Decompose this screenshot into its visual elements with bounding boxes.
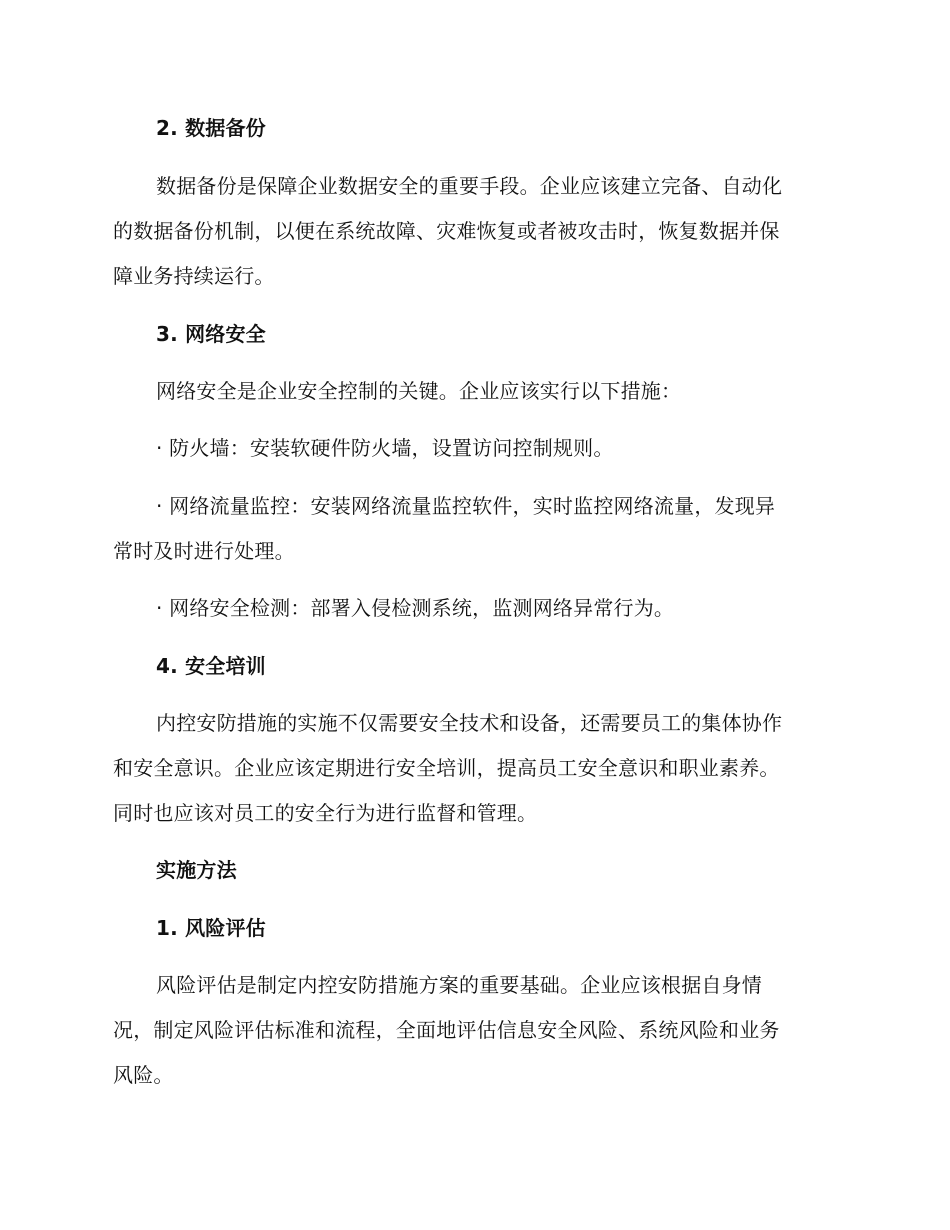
paragraph-line: 风险评估是制定内控安防措施方案的重要基础。企业应该根据自身情: [156, 973, 762, 997]
section-heading-network-security: 3. 网络安全: [156, 322, 266, 346]
section-heading-security-training: 4. 安全培训: [156, 654, 266, 678]
paragraph-line: 障业务持续运行。: [113, 264, 275, 288]
paragraph-line: 网络安全是企业安全控制的关键。企业应该实行以下措施：: [156, 379, 682, 403]
paragraph-line: 同时也应该对员工的安全行为进行监督和管理。: [113, 801, 538, 825]
paragraph-line: 和安全意识。企业应该定期进行安全培训，提高员工安全意识和职业素养。: [113, 756, 780, 780]
paragraph-line: 的数据备份机制，以便在系统故障、灾难恢复或者被攻击时，恢复数据并保: [113, 219, 780, 243]
bullet-item-traffic-monitoring: · 网络流量监控：安装网络流量监控软件，实时监控网络流量，发现异: [156, 494, 776, 518]
paragraph-line: 况，制定风险评估标准和流程，全面地评估信息安全风险、系统风险和业务: [113, 1018, 780, 1042]
section-heading-data-backup: 2. 数据备份: [156, 116, 266, 140]
bullet-item-firewall: · 防火墙：安装软硬件防火墙，设置访问控制规则。: [156, 436, 614, 460]
paragraph-line: 内控安防措施的实施不仅需要安全技术和设备，还需要员工的集体协作: [156, 711, 783, 735]
bullet-item-continuation: 常时及时进行处理。: [113, 539, 295, 563]
section-heading-implementation: 实施方法: [156, 858, 237, 882]
paragraph-line: 数据备份是保障企业数据安全的重要手段。企业应该建立完备、自动化: [156, 174, 783, 198]
section-heading-risk-assessment: 1. 风险评估: [156, 916, 266, 940]
paragraph-line: 风险。: [113, 1063, 174, 1087]
bullet-item-security-detection: · 网络安全检测：部署入侵检测系统，监测网络异常行为。: [156, 596, 675, 620]
